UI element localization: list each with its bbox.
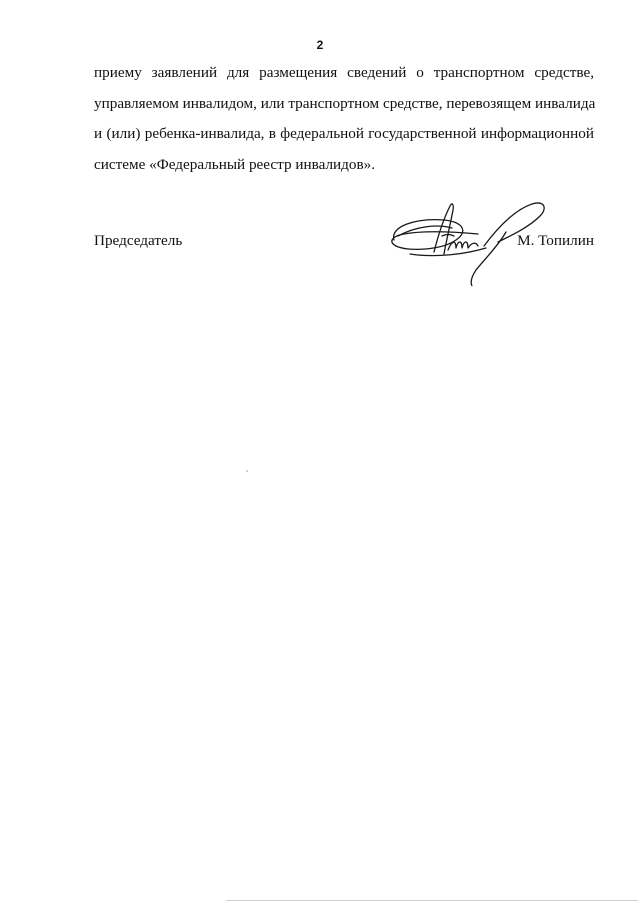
body-line: системе «Федеральный реестр инвалидов». [94, 155, 376, 173]
body-line: управляемом инвалидом, или транспортном средстве, перевозящем инвалида [94, 94, 596, 112]
page-number: 2 [316, 38, 324, 52]
scan-artifact [246, 470, 248, 472]
body-line: приему заявлений для размещения сведений о транспортном средстве, [94, 64, 594, 81]
body-paragraph [94, 58, 594, 180]
handwritten-signature [386, 196, 556, 286]
body-line: и (или) ребенка-инвалида, в федеральной государственной информационной [94, 125, 594, 142]
signatory-title: Председатель [94, 232, 183, 249]
signatory-name: М. Топилин [517, 232, 594, 249]
scan-artifact [226, 900, 638, 901]
